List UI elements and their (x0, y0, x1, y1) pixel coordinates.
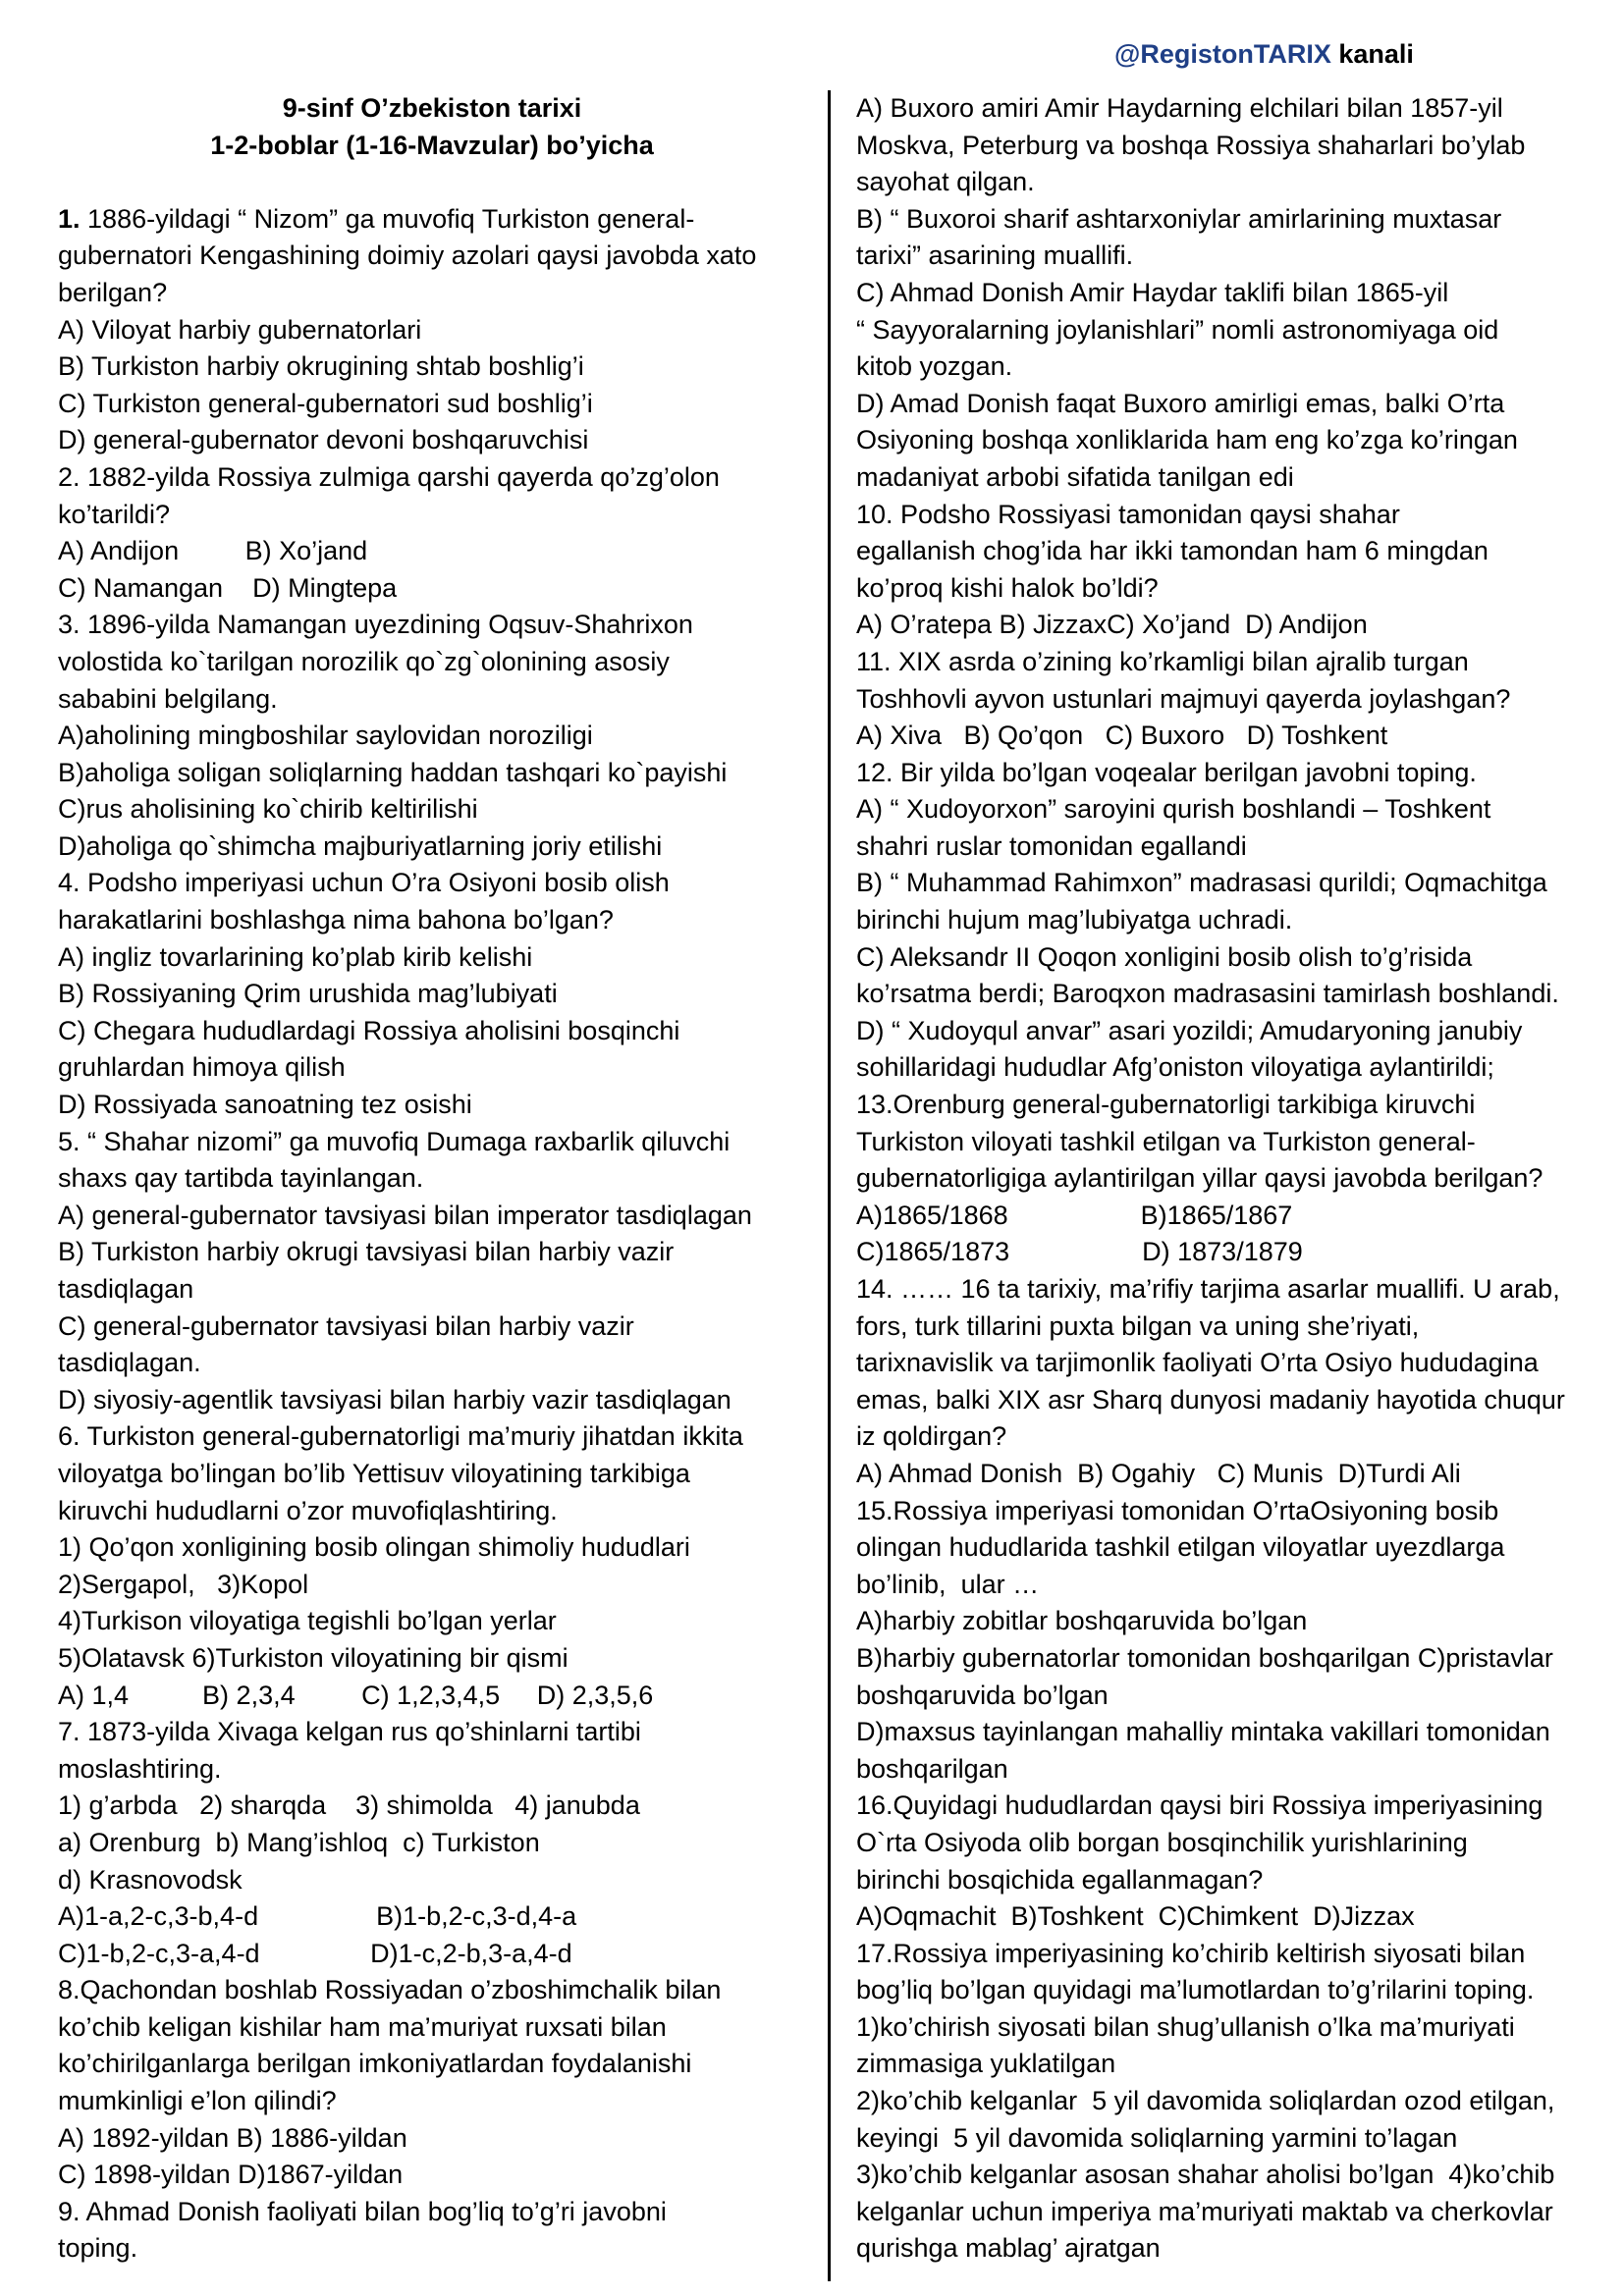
text-line: D)maxsus tayinlangan mahalliy mintaka vakillari tomonidan (856, 1717, 1550, 1747)
text-line: sohillaridagi hududlar Afg’oniston viloyatiga aylantirildi; (856, 1052, 1494, 1083)
text-line: C) Aleksandr II Qoqon xonligini bosib olish to’g’risida (856, 941, 1473, 972)
text-line: 5. “ Shahar nizomi” ga muvofiq Dumaga raxbarlik qiluvchi (58, 1126, 731, 1156)
text-line: ko’chirilganlarga berilgan imkoniyatlardan foydalanishi (58, 2049, 692, 2079)
text-line: A) “ Xudoyorxon” saroyini qurish boshlandi – Toshkent (856, 794, 1491, 825)
text-line: B)harbiy gubernatorlar tomonidan boshqarilgan C)pristavlar (856, 1642, 1553, 1673)
text-line: D)aholiga qo`shimcha majburiyatlarning joriy etilishi (58, 830, 663, 861)
blank-line (58, 164, 806, 201)
text-line: 1) Qo’qon xonligining bosib olingan shimoliy hududlari (58, 1532, 690, 1563)
text-line: B) Rossiyaning Qrim urushida mag’lubiyati (58, 979, 558, 1009)
text-line: Moskva, Peterburg va boshqa Rossiya shaharlari bo’ylab (856, 130, 1526, 160)
left-text-lines (58, 238, 806, 2268)
text-line: C) general-gubernator tavsiyasi bilan harbiy vazir (58, 1310, 634, 1341)
text-line: A)1865/1868 B)1865/1867 (856, 1200, 1293, 1230)
text-line: fors, turk tillarini puxta bilgan va uning she’riyati, (856, 1310, 1420, 1341)
text-line: mumkinligi e’lon qilindi? (58, 2086, 337, 2116)
text-line: keyingi 5 yil davomida soliqlarning yarmini to’lagan (856, 2122, 1458, 2153)
text-line: egallanish chog’ida har ikki tamondan ham 6 mingdan (856, 536, 1489, 566)
text-line: kitob yozgan. (856, 351, 1013, 382)
text-line: tarixnavislik va tarjimonlik faoliyati O’rta Osiyo hududagina (856, 1348, 1539, 1378)
text-line: emas, balki XIX asr Sharq dunyosi madaniy hayotida chuqur (856, 1384, 1565, 1415)
text-line: 2. 1882-yilda Rossiya zulmiga qarshi qayerda qo’zg’olon (58, 461, 720, 492)
text-line: 2)Sergapol, 3)Kopol (58, 1569, 309, 1599)
page-title-line2: 1-2-boblar (1-16-Mavzular) bo’yicha (210, 130, 654, 160)
text-line: D) Rossiyada sanoatning tez osishi (58, 1090, 472, 1120)
text-line: C) Chegara hududlardagi Rossiya aholisini bosqinchi (58, 1015, 680, 1045)
text-line: 6. Turkiston general-gubernatorligi ma’muriy jihatdan ikkita (58, 1421, 743, 1452)
text-line: B) “ Muhammad Rahimxon” madrasasi qurildi; Oqmachitga (856, 868, 1547, 898)
text-line: shaxs qay tartibda tayinlangan. (58, 1163, 424, 1194)
text-line: Osiyoning boshqa xonliklarida ham eng ko’zga ko’ringan (856, 425, 1518, 455)
text-line: ko’tarildi? (58, 499, 171, 529)
text-line: C)1865/1873 D) 1873/1879 (856, 1237, 1303, 1267)
text-line: a) Orenburg b) Mang’ishloq c) Turkiston (58, 1827, 540, 1857)
text-line: 3)ko’chib kelganlar asosan shahar aholisi bo’lgan 4)ko’chib (856, 2160, 1555, 2190)
text-line: B) “ Buxoroi sharif ashtarxoniylar amirlarining muxtasar (856, 203, 1502, 234)
text-line: bo’linib, ular … (856, 1569, 1040, 1599)
text-line: 15.Rossiya imperiyasi tomonidan O’rtaOsiyoning bosib (856, 1495, 1499, 1525)
text-line: 10. Podsho Rossiyasi tamonidan qaysi shahar (856, 499, 1400, 529)
text-line: d) Krasnovodsk (58, 1864, 243, 1895)
text-line: gubernatori Kengashining doimiy azolari qaysi javobda xato (58, 240, 757, 271)
text-line: A) Ahmad Donish B) Ogahiy C) Munis D)Turdi Ali (856, 1458, 1461, 1488)
question-1-text: 1886-yildagi “ Nizom” ga muvofiq Turkiston general- (80, 203, 695, 234)
text-line: sayohat qilgan. (856, 167, 1035, 197)
channel-header (1114, 39, 1414, 70)
text-line: O`rta Osiyoda olib borgan bosqinchilik yurishlarining (856, 1827, 1468, 1857)
text-line: boshqarilgan (856, 1753, 1008, 1784)
text-line: 13.Orenburg general-gubernatorligi tarkibiga kiruvchi (856, 1090, 1476, 1120)
text-line: A)1-a,2-c,3-b,4-d B)1-b,2-c,3-d,4-a (58, 1901, 577, 1932)
text-line: D) general-gubernator devoni boshqaruvchisi (58, 425, 589, 455)
text-line: tasdiqlagan (58, 1274, 194, 1304)
right-column (856, 90, 1602, 2268)
text-line: toping. (58, 2233, 138, 2264)
text-line: B) Turkiston harbiy okrugining shtab boshlig’i (58, 351, 584, 382)
text-line: A)Oqmachit B)Toshkent C)Chimkent D)Jizzax (856, 1901, 1415, 1932)
text-line: birinchi hujum mag’lubiyatga uchradi. (856, 905, 1293, 935)
text-line: olingan hududlarida tashkil etilgan viloyatlar uyezdlarga (856, 1532, 1505, 1563)
text-line: D) “ Xudoyqul anvar” asari yozildi; Amudaryoning janubiy (856, 1015, 1523, 1045)
text-line: D) siyosiy-agentlik tavsiyasi bilan harbiy vazir tasdiqlagan (58, 1384, 731, 1415)
text-line: 16.Quyidagi hududlardan qaysi biri Rossiya imperiyasining (856, 1790, 1543, 1821)
text-line: 1) g’arbda 2) sharqda 3) shimolda 4) janubda (58, 1790, 640, 1821)
text-line: moslashtiring. (58, 1753, 222, 1784)
text-line: viloyatga bo’lingan bo’lib Yettisuv viloyatining tarkibiga (58, 1458, 690, 1488)
text-line: gruhlardan himoya qilish (58, 1052, 346, 1083)
text-line: tarixi” asarining muallifi. (856, 240, 1134, 271)
text-line: ko’rsatma berdi; Baroqxon madrasasini tamirlash boshlandi. (856, 979, 1559, 1009)
right-text-lines (856, 90, 1602, 2268)
text-line: B) Turkiston harbiy okrugi tavsiyasi bilan harbiy vazir (58, 1237, 675, 1267)
text-line: 8.Qachondan boshlab Rossiyadan o’zboshimchalik bilan (58, 1975, 722, 2005)
text-line: 7. 1873-yilda Xivaga kelgan rus qo’shinlarni tartibi (58, 1717, 641, 1747)
text-line: birinchi bosqichida egallanmagan? (856, 1864, 1264, 1895)
text-line: A) Xiva B) Qo’qon C) Buxoro D) Toshkent (856, 721, 1388, 751)
text-line: A) Buxoro amiri Amir Haydarning elchilari bilan 1857-yil (856, 93, 1503, 123)
text-line: ko’proq kishi halok bo’ldi? (856, 572, 1159, 603)
text-line: gubernatorligiga aylantirilgan yillar qaysi javobda berilgan? (856, 1163, 1543, 1194)
channel-suffix: kanali (1330, 39, 1414, 69)
text-line: 4. Podsho imperiyasi uchun O’ra Osiyoni bosib olish (58, 868, 670, 898)
text-line: C) Ahmad Donish Amir Haydar taklifi bilan 1865-yil (856, 277, 1449, 307)
text-line: 12. Bir yilda bo’lgan voqealar berilgan javobni toping. (856, 757, 1477, 787)
page-title-line1: 9-sinf O’zbekiston tarixi (282, 93, 582, 123)
text-line: A) general-gubernator tavsiyasi bilan imperator tasdiqlagan (58, 1200, 752, 1230)
text-line: Toshhovli ayvon ustunlari majmuyi qayerda joylashgan? (856, 683, 1511, 714)
text-line: A) ingliz tovarlarining ko’plab kirib kelishi (58, 941, 533, 972)
text-line: qurishga mablag’ ajratgan (856, 2233, 1161, 2264)
text-line: C)rus aholisining ko`chirib keltirilishi (58, 794, 478, 825)
text-line: 14. …… 16 ta tarixiy, ma’rifiy tarjima asarlar muallifi. U arab, (856, 1274, 1560, 1304)
text-line: kelganlar uchun imperiya ma’muriyati maktab va cherkovlar (856, 2196, 1553, 2226)
left-column (58, 90, 806, 2268)
text-line: A) Andijon B) Xo’jand (58, 536, 368, 566)
text-line: volostida ko`tarilgan norozilik qo`zg`olonining asosiy (58, 646, 670, 676)
text-line: 3. 1896-yilda Namangan uyezdining Oqsuv-Shahrixon (58, 610, 693, 640)
text-line: tasdiqlagan. (58, 1348, 201, 1378)
channel-handle: @RegistonTARIX (1114, 39, 1331, 69)
text-line: D) Amad Donish faqat Buxoro amirligi emas, balki O’rta (856, 388, 1505, 418)
text-line: sababini belgilang. (58, 683, 278, 714)
text-line: shahri ruslar tomonidan egallandi (856, 830, 1247, 861)
text-line: A) 1,4 B) 2,3,4 C) 1,2,3,4,5 D) 2,3,5,6 (58, 1680, 654, 1710)
text-line: C) 1898-yildan D)1867-yildan (58, 2160, 404, 2190)
text-line: A) O’ratepa B) JizzaxC) Xo’jand D) Andijon (856, 610, 1368, 640)
text-line: A)harbiy zobitlar boshqaruvida bo’lgan (856, 1606, 1308, 1636)
text-line: A) Viloyat harbiy gubernatorlari (58, 314, 422, 345)
text-line: harakatlarini boshlashga nima bahona bo’lgan? (58, 905, 614, 935)
text-line: 2)ko’chib kelganlar 5 yil davomida soliqlardan ozod etilgan, (856, 2086, 1555, 2116)
text-line: 9. Ahmad Donish faoliyati bilan bog’liq to’g’ri javobni (58, 2196, 667, 2226)
text-line: “ Sayyoralarning joylanishlari” nomli astronomiyaga oid (856, 314, 1499, 345)
text-line: 1)ko’chirish siyosati bilan shug’ullanish o’lka ma’muriyati (856, 2011, 1515, 2042)
text-line: Turkiston viloyati tashkil etilgan va Turkiston general- (856, 1126, 1476, 1156)
text-line: A)aholining mingboshilar saylovidan noroziligi (58, 721, 593, 751)
text-line: ko’chib keligan kishilar ham ma’muriyat ruxsati bilan (58, 2011, 667, 2042)
text-line: C) Turkiston general-gubernatori sud boshlig’i (58, 388, 593, 418)
text-line: iz qoldirgan? (856, 1421, 1007, 1452)
text-line: C)1-b,2-c,3-a,4-d D)1-c,2-b,3-a,4-d (58, 1938, 572, 1968)
question-1-number: 1. (58, 203, 81, 234)
text-line: 4)Turkison viloyatiga tegishli bo’lgan yerlar (58, 1606, 557, 1636)
text-line: 11. XIX asrda o’zining ko’rkamligi bilan ajralib turgan (856, 646, 1469, 676)
text-line: 17.Rossiya imperiyasining ko’chirib keltirish siyosati bilan (856, 1938, 1526, 1968)
text-line: B)aholiga soligan soliqlarning haddan tashqari ko`payishi (58, 757, 728, 787)
text-line: bog’liq bo’lgan quyidagi ma’lumotlardan to’g’rilarini toping. (856, 1975, 1535, 2005)
text-line: C) Namangan D) Mingtepa (58, 572, 398, 603)
text-line: berilgan? (58, 277, 168, 307)
column-divider (828, 90, 831, 2281)
question-1-first-line (58, 201, 806, 239)
text-line: kiruvchi hududlarni o’zor muvofiqlashtiring. (58, 1495, 558, 1525)
text-line: zimmasiga yuklatilgan (856, 2049, 1116, 2079)
text-line: boshqaruvida bo’lgan (856, 1680, 1109, 1710)
text-line: 5)Olatavsk 6)Turkiston viloyatining bir qismi (58, 1642, 568, 1673)
text-line: A) 1892-yildan B) 1886-yildan (58, 2122, 407, 2153)
text-line: madaniyat arbobi sifatida tanilgan edi (856, 461, 1294, 492)
